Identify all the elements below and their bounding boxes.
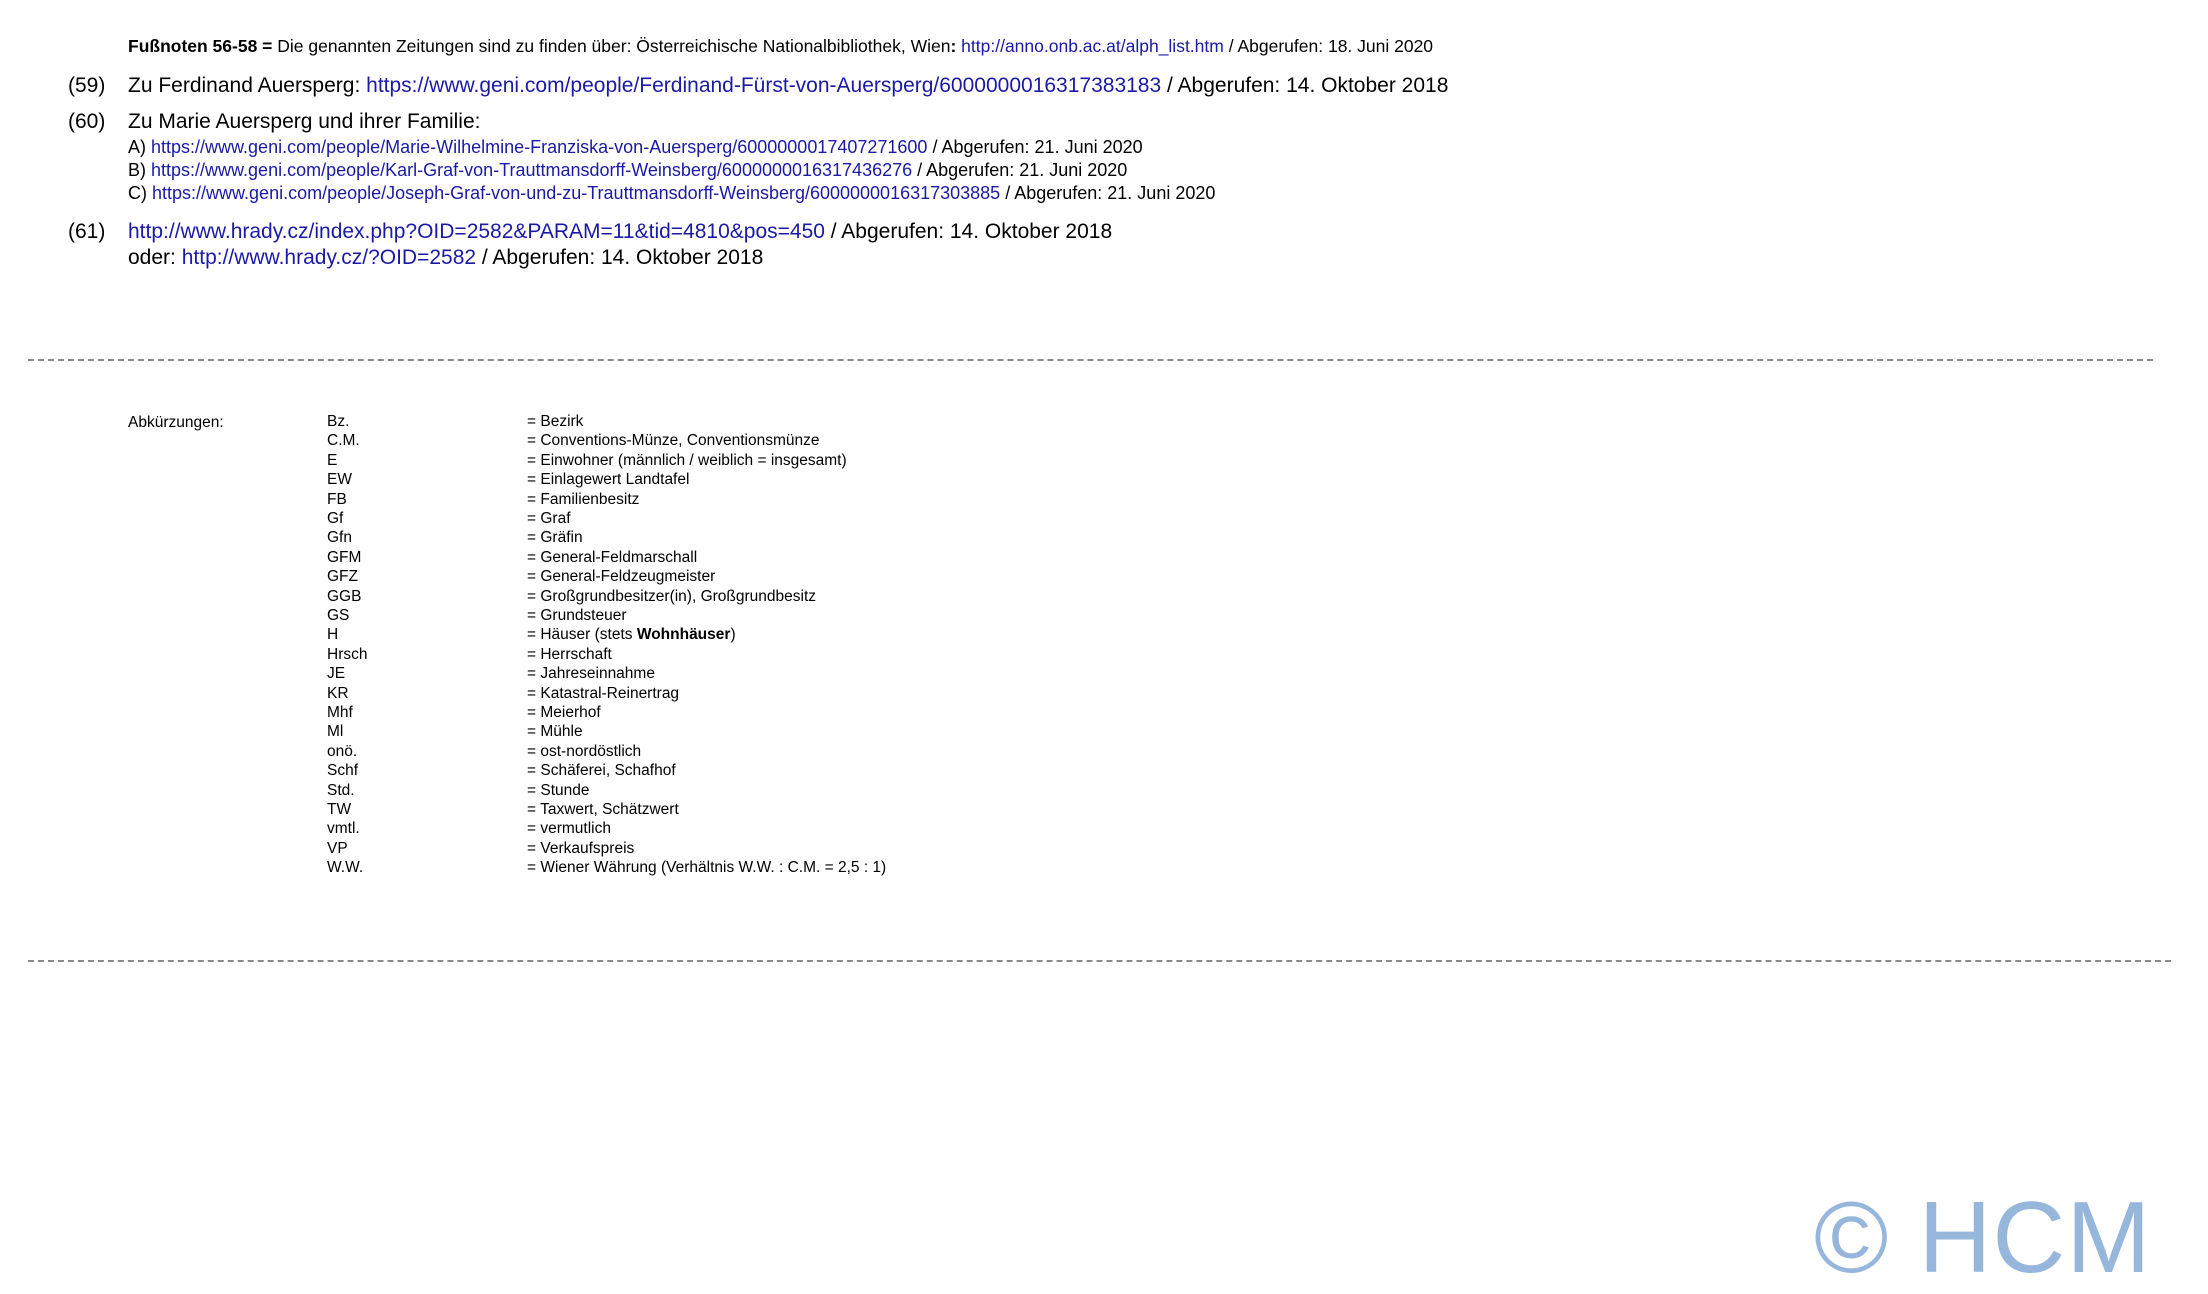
footnote-60-item-retrieved: / Abgerufen: 21. Juni 2020 — [1005, 183, 1216, 203]
footnote-header-label: Fußnoten 56-58 = — [128, 36, 273, 56]
copyright-logo: © HCM — [1814, 1182, 2152, 1294]
abbreviation-key: E — [327, 451, 338, 469]
abbreviation-definition: = Jahreseinnahme — [527, 665, 655, 683]
abbreviation-definition: = Einlagewert Landtafel — [527, 471, 690, 489]
abbreviation-key: W.W. — [327, 859, 364, 877]
footnote-60-item-retrieved: / Abgerufen: 21. Juni 2020 — [932, 137, 1143, 157]
abbreviation-definition — [527, 626, 736, 644]
abbreviation-key: Ml — [327, 723, 344, 741]
abbreviation-definition: = vermutlich — [527, 820, 611, 838]
abbreviation-key: Mhf — [327, 704, 353, 721]
abbreviation-key: Schf — [327, 762, 359, 780]
footnote-59-number: (59) — [68, 74, 106, 97]
footnote-60-item-link[interactable]: https://www.geni.com/people/Marie-Wilhelmine-Franziska-von-Auersperg/6000000017407271600 — [151, 137, 928, 157]
footnote-59 — [128, 74, 1448, 98]
abbreviation-definition: = General-Feldmarschall — [527, 548, 698, 566]
footnote-60-item-link[interactable]: https://www.geni.com/people/Joseph-Graf-von-und-zu-Trauttmansdorff-Weinsberg/6000000016317303885 — [152, 183, 1001, 203]
footnote-header-text: Die genannten Zeitungen sind zu finden über: Österreichische Nationalbibliothek, Wien — [277, 36, 951, 56]
footnote-60-item-retrieved: / Abgerufen: 21. Juni 2020 — [917, 160, 1128, 180]
footnote-59-retrieved: / Abgerufen: 14. Oktober 2018 — [1167, 74, 1449, 97]
footnote-61-number: (61) — [68, 220, 106, 243]
abbreviation-key: GGB — [327, 587, 362, 605]
abbreviation-definition: = Grundsteuer — [527, 607, 627, 624]
footnote-header-link[interactable]: http://anno.onb.ac.at/alph_list.htm — [961, 36, 1224, 56]
abbreviation-definition: = Verkaufspreis — [527, 839, 635, 857]
abbreviation-definition: = Stunde — [527, 781, 590, 799]
abbreviation-definition: = Großgrundbesitzer(in), Großgrundbesitz — [527, 587, 817, 605]
abbreviations-label: Abkürzungen: — [128, 414, 224, 431]
abbreviation-key: Hrsch — [327, 645, 368, 663]
abbreviation-definition: = Bezirk — [527, 413, 584, 430]
footnote-61-or-label: oder: — [128, 246, 176, 269]
abbreviation-key: Std. — [327, 781, 355, 799]
footnote-60-item-label: B) — [128, 160, 146, 180]
footnote-60-item-b — [128, 160, 1127, 181]
footnote-59-link[interactable]: https://www.geni.com/people/Ferdinand-Fürst-von-Auersperg/6000000016317383183 — [366, 74, 1162, 97]
dashed-separator — [28, 359, 2153, 361]
footnote-61-link-2[interactable]: http://www.hrady.cz/?OID=2582 — [181, 246, 477, 269]
abbreviation-key: Gfn — [327, 529, 352, 547]
footnote-61-link-1[interactable]: http://www.hrady.cz/index.php?OID=2582&PARAM=11&tid=4810&pos=450 — [128, 220, 825, 243]
footnote-header-retrieved: / Abgerufen: 18. Juni 2020 — [1228, 36, 1434, 56]
footnote-60-item-a — [128, 137, 1143, 158]
abbreviation-definition: = Meierhof — [527, 704, 601, 721]
footnote-header — [128, 36, 1433, 57]
footnote-59-prefix: Zu Ferdinand Auersperg: — [128, 74, 361, 97]
abbreviation-definition: = Conventions-Münze, Conventionsmünze — [527, 432, 820, 450]
footnote-60-item-c — [128, 183, 1215, 204]
abbreviation-key: KR — [327, 684, 349, 702]
abbreviation-key: vmtl. — [327, 820, 360, 838]
abbreviation-definition: = Gräfin — [527, 529, 583, 547]
abbreviation-key: GFZ — [327, 568, 358, 586]
footnote-61-retrieved-1: / Abgerufen: 14. Oktober 2018 — [830, 220, 1113, 243]
footnote-61-line-2 — [128, 246, 763, 270]
footnote-60-title: Zu Marie Auersperg und ihrer Familie: — [128, 110, 481, 133]
abbreviation-definition: = Graf — [527, 510, 571, 527]
abbreviation-definition: = Katastral-Reinertrag — [527, 684, 680, 702]
abbreviation-key: VP — [327, 839, 348, 857]
abbreviation-key: GFM — [327, 548, 362, 566]
abbreviation-key: C.M. — [327, 432, 360, 450]
abbreviation-key: GS — [327, 607, 350, 624]
abbreviation-key: onö. — [327, 742, 358, 760]
footnote-60-number: (60) — [68, 110, 106, 133]
abbreviation-definition: = General-Feldzeugmeister — [527, 568, 716, 586]
abbreviation-key: Bz. — [327, 413, 350, 430]
abbreviation-definition-end: ) — [730, 626, 736, 644]
footnote-header-colon: : — [950, 36, 957, 56]
abbreviation-key: JE — [327, 665, 346, 683]
footnote-61-line-1 — [128, 220, 1112, 244]
abbreviation-key: EW — [327, 471, 352, 489]
abbreviation-definition: = Einwohner (männlich / weiblich = insgesamt) — [527, 451, 847, 469]
abbreviation-definition: = Herrschaft — [527, 645, 612, 663]
abbreviation-definition: = Taxwert, Schätzwert — [527, 801, 679, 818]
abbreviation-definition: = Wiener Währung (Verhältnis W.W. : C.M. = 2,5 : 1) — [527, 859, 887, 877]
abbreviation-definition-bold: Wohnhäuser — [636, 626, 731, 644]
abbreviation-key: FB — [327, 490, 347, 508]
abbreviation-definition: = Familienbesitz — [527, 490, 640, 508]
abbreviation-key: TW — [327, 801, 352, 818]
footnote-61-retrieved-2: / Abgerufen: 14. Oktober 2018 — [481, 246, 764, 269]
abbreviation-definition-start: = Häuser (stets — [527, 626, 637, 644]
abbreviation-definition: = Mühle — [527, 723, 583, 741]
footnote-60-item-label: C) — [128, 183, 147, 203]
abbreviation-key: H — [327, 626, 339, 644]
abbreviation-key: Gf — [327, 510, 344, 527]
dashed-separator — [28, 960, 2171, 962]
footnote-60-item-label: A) — [128, 137, 146, 157]
footnote-60-item-link[interactable]: https://www.geni.com/people/Karl-Graf-von-Trauttmansdorff-Weinsberg/6000000016317436276 — [151, 160, 913, 180]
abbreviation-definition: = Schäferei, Schafhof — [527, 762, 676, 780]
abbreviation-definition: = ost-nordöstlich — [527, 742, 642, 760]
